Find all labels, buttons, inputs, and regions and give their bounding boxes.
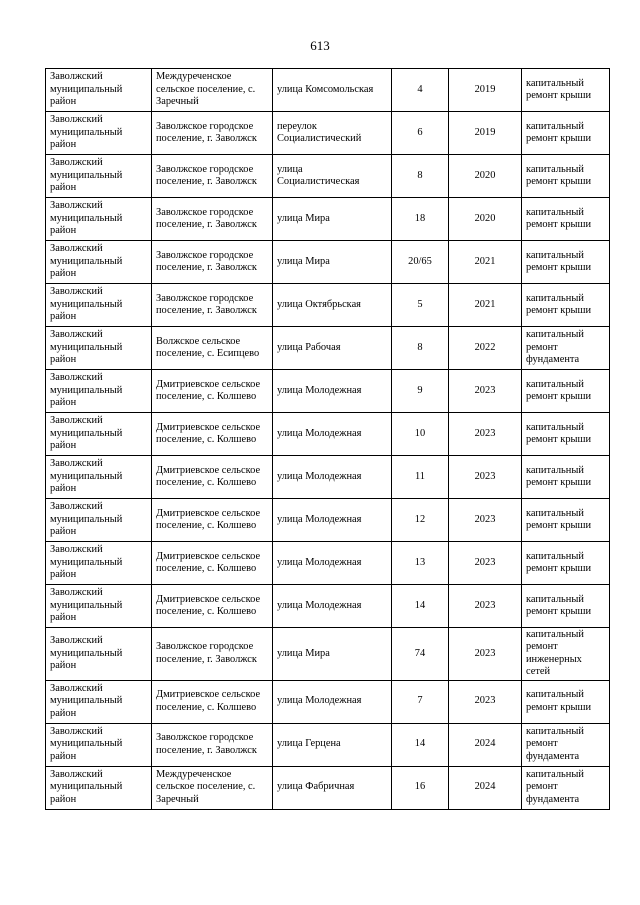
work-type-cell: капитальный ремонт крыши	[522, 155, 610, 198]
settlement-cell: Дмитриевское сельское поселение, с. Колшево	[152, 370, 273, 413]
work-type-cell: капитальный ремонт фундамента	[522, 723, 610, 766]
year-cell: 2023	[449, 680, 522, 723]
street-cell: улица Молодежная	[273, 680, 392, 723]
street-cell: улица Молодежная	[273, 413, 392, 456]
work-type-cell: капитальный ремонт крыши	[522, 499, 610, 542]
year-cell: 2023	[449, 413, 522, 456]
settlement-cell: Заволжское городское поселение, г. Заволжск	[152, 155, 273, 198]
house-number-cell: 20/65	[392, 241, 449, 284]
settlement-cell: Дмитриевское сельское поселение, с. Колшево	[152, 585, 273, 628]
street-cell: улица Мира	[273, 628, 392, 681]
table-row	[46, 766, 610, 809]
table-row	[46, 198, 610, 241]
work-type-cell: капитальный ремонт фундамента	[522, 766, 610, 809]
district-cell: Заволжский муниципальный район	[46, 198, 152, 241]
house-number-cell: 4	[392, 69, 449, 112]
work-type-cell: капитальный ремонт крыши	[522, 413, 610, 456]
table-row	[46, 456, 610, 499]
district-cell: Заволжский муниципальный район	[46, 370, 152, 413]
year-cell: 2019	[449, 112, 522, 155]
table-row	[46, 499, 610, 542]
district-cell: Заволжский муниципальный район	[46, 499, 152, 542]
table-row	[46, 327, 610, 370]
district-cell: Заволжский муниципальный район	[46, 723, 152, 766]
table-row	[46, 112, 610, 155]
street-cell: улица Рабочая	[273, 327, 392, 370]
street-cell: улица Октябрьская	[273, 284, 392, 327]
settlement-cell: Дмитриевское сельское поселение, с. Колшево	[152, 456, 273, 499]
house-number-cell: 74	[392, 628, 449, 681]
house-number-cell: 16	[392, 766, 449, 809]
house-number-cell: 13	[392, 542, 449, 585]
year-cell: 2024	[449, 723, 522, 766]
house-number-cell: 14	[392, 723, 449, 766]
year-cell: 2023	[449, 499, 522, 542]
year-cell: 2020	[449, 155, 522, 198]
work-type-cell: капитальный ремонт крыши	[522, 241, 610, 284]
work-type-cell: капитальный ремонт крыши	[522, 198, 610, 241]
settlement-cell: Заволжское городское поселение, г. Заволжск	[152, 723, 273, 766]
house-number-cell: 18	[392, 198, 449, 241]
settlement-cell: Заволжское городское поселение, г. Заволжск	[152, 198, 273, 241]
table-row	[46, 628, 610, 681]
page-number: 613	[310, 38, 330, 53]
district-cell: Заволжский муниципальный район	[46, 585, 152, 628]
repair-schedule-table	[45, 68, 610, 810]
settlement-cell: Заволжское городское поселение, г. Заволжск	[152, 241, 273, 284]
table-row	[46, 69, 610, 112]
table-row	[46, 413, 610, 456]
work-type-cell: капитальный ремонт инженерных сетей	[522, 628, 610, 681]
district-cell: Заволжский муниципальный район	[46, 112, 152, 155]
house-number-cell: 9	[392, 370, 449, 413]
work-type-cell: капитальный ремонт крыши	[522, 680, 610, 723]
house-number-cell: 14	[392, 585, 449, 628]
district-cell: Заволжский муниципальный район	[46, 155, 152, 198]
street-cell: улица Мира	[273, 198, 392, 241]
district-cell: Заволжский муниципальный район	[46, 284, 152, 327]
street-cell: улица Молодежная	[273, 499, 392, 542]
house-number-cell: 10	[392, 413, 449, 456]
settlement-cell: Заволжское городское поселение, г. Заволжск	[152, 628, 273, 681]
table-body	[46, 69, 610, 810]
year-cell: 2021	[449, 284, 522, 327]
table-row	[46, 284, 610, 327]
settlement-cell: Дмитриевское сельское поселение, с. Колшево	[152, 680, 273, 723]
table-row	[46, 542, 610, 585]
district-cell: Заволжский муниципальный район	[46, 680, 152, 723]
work-type-cell: капитальный ремонт крыши	[522, 585, 610, 628]
district-cell: Заволжский муниципальный район	[46, 241, 152, 284]
district-cell: Заволжский муниципальный район	[46, 628, 152, 681]
work-type-cell: капитальный ремонт крыши	[522, 542, 610, 585]
street-cell: улица Социалистическая	[273, 155, 392, 198]
street-cell: улица Молодежная	[273, 456, 392, 499]
house-number-cell: 6	[392, 112, 449, 155]
street-cell: переулок Социалистический	[273, 112, 392, 155]
table-row	[46, 723, 610, 766]
district-cell: Заволжский муниципальный район	[46, 542, 152, 585]
district-cell: Заволжский муниципальный район	[46, 69, 152, 112]
house-number-cell: 7	[392, 680, 449, 723]
house-number-cell: 5	[392, 284, 449, 327]
table-row	[46, 585, 610, 628]
year-cell: 2023	[449, 542, 522, 585]
district-cell: Заволжский муниципальный район	[46, 327, 152, 370]
house-number-cell: 8	[392, 155, 449, 198]
year-cell: 2020	[449, 198, 522, 241]
street-cell: улица Молодежная	[273, 542, 392, 585]
street-cell: улица Герцена	[273, 723, 392, 766]
year-cell: 2023	[449, 370, 522, 413]
settlement-cell: Волжское сельское поселение, с. Есипцево	[152, 327, 273, 370]
work-type-cell: капитальный ремонт фундамента	[522, 327, 610, 370]
house-number-cell: 11	[392, 456, 449, 499]
street-cell: улица Комсомольская	[273, 69, 392, 112]
table-row	[46, 155, 610, 198]
street-cell: улица Молодежная	[273, 585, 392, 628]
district-cell: Заволжский муниципальный район	[46, 766, 152, 809]
year-cell: 2021	[449, 241, 522, 284]
work-type-cell: капитальный ремонт крыши	[522, 112, 610, 155]
district-cell: Заволжский муниципальный район	[46, 413, 152, 456]
house-number-cell: 12	[392, 499, 449, 542]
work-type-cell: капитальный ремонт крыши	[522, 370, 610, 413]
settlement-cell: Заволжское городское поселение, г. Заволжск	[152, 112, 273, 155]
settlement-cell: Дмитриевское сельское поселение, с. Колшево	[152, 499, 273, 542]
table-row	[46, 241, 610, 284]
street-cell: улица Фабричная	[273, 766, 392, 809]
year-cell: 2023	[449, 456, 522, 499]
work-type-cell: капитальный ремонт крыши	[522, 284, 610, 327]
settlement-cell: Междуреченское сельское поселение, с. Заречный	[152, 766, 273, 809]
table-row	[46, 370, 610, 413]
settlement-cell: Дмитриевское сельское поселение, с. Колшево	[152, 413, 273, 456]
table-row	[46, 680, 610, 723]
settlement-cell: Заволжское городское поселение, г. Заволжск	[152, 284, 273, 327]
settlement-cell: Дмитриевское сельское поселение, с. Колшево	[152, 542, 273, 585]
street-cell: улица Молодежная	[273, 370, 392, 413]
year-cell: 2023	[449, 628, 522, 681]
district-cell: Заволжский муниципальный район	[46, 456, 152, 499]
work-type-cell: капитальный ремонт крыши	[522, 69, 610, 112]
street-cell: улица Мира	[273, 241, 392, 284]
settlement-cell: Междуреченское сельское поселение, с. Заречный	[152, 69, 273, 112]
year-cell: 2022	[449, 327, 522, 370]
house-number-cell: 8	[392, 327, 449, 370]
year-cell: 2019	[449, 69, 522, 112]
work-type-cell: капитальный ремонт крыши	[522, 456, 610, 499]
year-cell: 2023	[449, 585, 522, 628]
year-cell: 2024	[449, 766, 522, 809]
